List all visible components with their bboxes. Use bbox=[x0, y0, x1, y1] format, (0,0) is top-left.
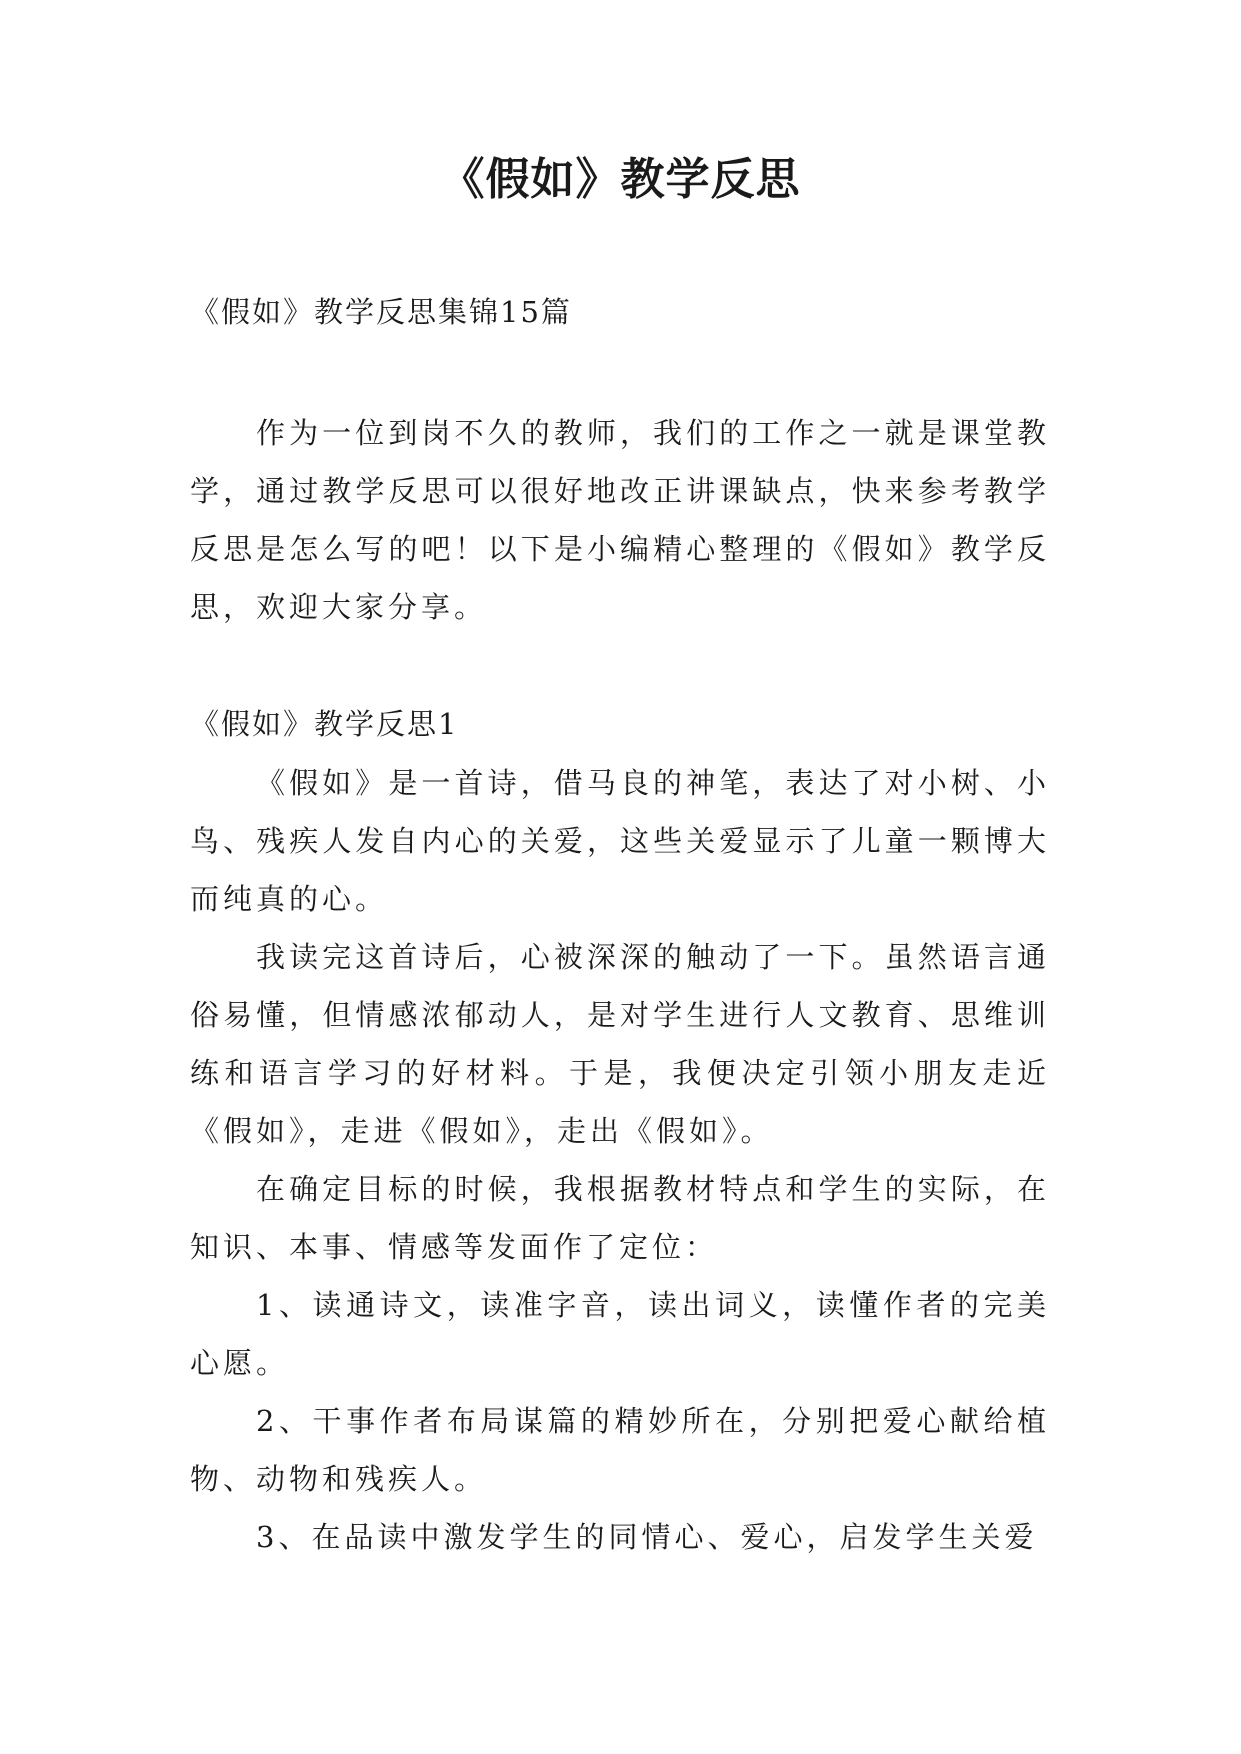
document-subtitle: 《假如》教学反思集锦15篇 bbox=[190, 295, 572, 329]
body-paragraph: 在确定目标的时候，我根据教材特点和学生的实际，在知识、本事、情感等发面作了定位： bbox=[190, 1172, 1050, 1264]
intro-paragraph: 作为一位到岗不久的教师，我们的工作之一就是课堂教学，通过教学反思可以很好地改正讲课缺点，快来参考教学反思是怎么写的吧！以下是小编精心整理的《假如》教学反思，欢迎大家分享。 bbox=[190, 416, 1050, 624]
body-paragraph: 2、干事作者布局谋篇的精妙所在，分别把爱心献给植物、动物和残疾人。 bbox=[190, 1404, 1050, 1496]
document-title: 《假如》教学反思 bbox=[440, 154, 801, 205]
body-paragraph: 《假如》是一首诗，借马良的神笔，表达了对小树、小鸟、残疾人发自内心的关爱，这些关爱显示了儿童一颗博大而纯真的心。 bbox=[190, 766, 1050, 916]
body-paragraph: 1、读通诗文，读准字音，读出词义，读懂作者的完美心愿。 bbox=[190, 1288, 1050, 1380]
section-heading: 《假如》教学反思1 bbox=[190, 707, 459, 741]
body-paragraph: 我读完这首诗后，心被深深的触动了一下。虽然语言通俗易懂，但情感浓郁动人，是对学生进行人文教育、思维训练和语言学习的好材料。于是，我便决定引领小朋友走近《假如》，走进《假如》，走出《假如》。 bbox=[190, 940, 1050, 1148]
section-body bbox=[190, 754, 1050, 1566]
body-paragraph: 3、在品读中激发学生的同情心、爱心，启发学生关爱 bbox=[256, 1520, 1038, 1554]
